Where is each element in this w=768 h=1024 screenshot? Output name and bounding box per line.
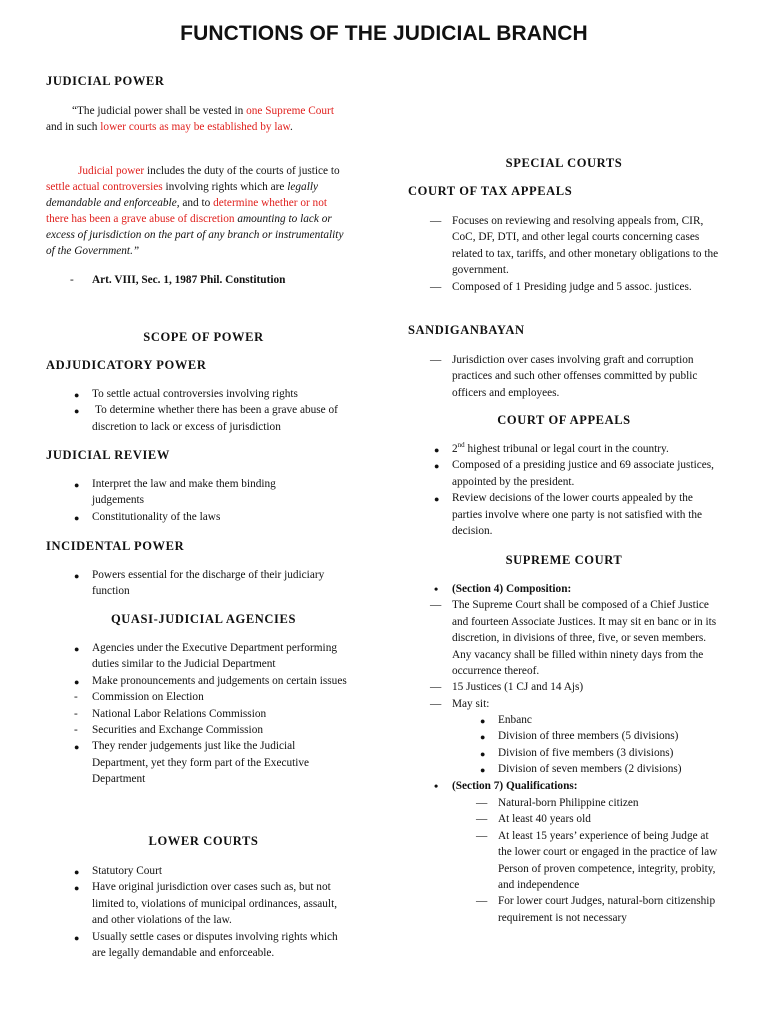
list-item: ● Agencies under the Executive Department performing duties similar to the Judicial Department (74, 642, 337, 671)
list-item: ● Usually settle cases or disputes involving rights which are legally demandable and enforceable. (74, 930, 338, 960)
qualifications-heading-list (434, 778, 720, 794)
list-item: — 15 Justices (1 CJ and 14 Ajs) (430, 681, 584, 694)
citation-dash: - (70, 274, 74, 286)
list-item: ● They render judgements just like the Judicial Department, yet they form part of the Executive Department (74, 740, 310, 786)
lower-courts-list (74, 863, 354, 961)
qualifications-list (476, 795, 720, 926)
special-courts-heading: SPECIAL COURTS (505, 156, 623, 170)
constitution-quote: “The judicial power shall be vested in one Supreme Court and in such lower courts as may be established by law. (46, 105, 334, 133)
citation: Art. VIII, Sec. 1, 1987 Phil. Constitution (92, 274, 286, 286)
sandiganbayan-list (430, 352, 720, 401)
quasi-judicial-list (74, 640, 352, 788)
list-item: — May sit: (430, 697, 490, 710)
list-item: — At least 40 years old (476, 813, 591, 826)
court-of-tax-appeals-heading: COURT OF TAX APPEALS (408, 184, 573, 198)
judicial-power-paragraph: Judicial power includes the duty of the courts of justice to settle actual controversies involving rights which are legally demandable and enforceable, and to determine whether or not there has been a grave abuse of discretion amounting to lack or excess of jurisdiction on the part of any branch or instrumentality of the Government.” (46, 165, 344, 257)
supreme-court-list (430, 581, 720, 712)
list-item: ● Make pronouncements and judgements on certain issues (74, 674, 347, 687)
list-item: ● Constitutionality of the laws (74, 510, 221, 523)
list-item: ● Have original jurisdiction over cases such as, but not limited to, violations of municipal ordinances, assault, and other violations of the law. (74, 881, 338, 927)
scope-of-power-heading: SCOPE OF POWER (143, 330, 264, 344)
list-item: • (Section 7) Qualifications: (434, 779, 578, 793)
list-item: — Natural-born Philippine citizen (476, 797, 639, 809)
list-item: — Jurisdiction over cases involving graft and corruption practices and such other offenses committed by public officers and employees. (430, 354, 698, 399)
incidental-power-heading: INCIDENTAL POWER (46, 539, 185, 553)
tax-appeals-list (430, 213, 720, 295)
list-item: — For lower court Judges, natural-born citizenship requirement is not necessary (476, 895, 716, 924)
list-item: ● Powers essential for the discharge of their judiciary function (74, 569, 325, 598)
list-item: ● To settle actual controversies involving rights (74, 388, 298, 400)
court-of-appeals-heading: COURT OF APPEALS (497, 413, 631, 427)
adjudicatory-list (74, 386, 360, 435)
list-item: — Focuses on reviewing and resolving appeals from, CIR, CoC, DF, DTI, and other legal courts concerning cases related to tax, tariffs, and other monetary obligations to the government. (430, 215, 719, 277)
supreme-court-heading: SUPREME COURT (505, 553, 623, 567)
list-item: ● Review decisions of the lower courts appealed by the parties involve where one party is not satisfied with the decision. (434, 492, 703, 538)
judicial-power-heading: JUDICIAL POWER (46, 74, 165, 88)
sandiganbayan-heading: SANDIGANBAYAN (408, 323, 525, 337)
list-item: ● Division of three members (5 divisions) (480, 730, 679, 743)
list-item: - Commission on Election (74, 691, 204, 704)
quasi-judicial-heading: QUASI-JUDICIAL AGENCIES (110, 612, 297, 626)
list-item: ● Composed of a presiding justice and 69 associate justices, appointed by the president. (434, 459, 714, 488)
list-item: ● Interpret the law and make them binding judgements (74, 478, 276, 507)
list-item: ● Statutory Court (74, 865, 162, 877)
list-item: ● 2nd highest tribunal or legal court in the country. (434, 441, 669, 455)
list-item: - Securities and Exchange Commission (74, 724, 263, 737)
page-title: FUNCTIONS OF THE JUDICIAL BRANCH (180, 22, 588, 45)
list-item: ● Enbanc (480, 714, 532, 726)
list-item: • (Section 4) Composition: (434, 582, 572, 596)
list-item: — The Supreme Court shall be composed of a Chief Justice and fourteen Associate Justices. It may sit en banc or in its discretion, in divisions of three, five, or seven members. Any vacancy shall be filled within ninety days from the occurrence thereof. (430, 599, 717, 678)
may-sit-list (480, 712, 720, 778)
list-item: - National Labor Relations Commission (74, 707, 267, 720)
judicial-review-heading: JUDICIAL REVIEW (46, 448, 170, 462)
list-item: ● Division of five members (3 divisions) (480, 746, 674, 759)
adjudicatory-power-heading: ADJUDICATORY POWER (46, 358, 207, 372)
lower-courts-heading: LOWER COURTS (148, 834, 259, 848)
judicial-review-list (74, 476, 312, 525)
list-item: ● To determine whether there has been a grave abuse of discretion to lack or excess of jurisdiction (74, 404, 338, 433)
court-of-appeals-list (434, 441, 720, 539)
list-item: ● Division of seven members (2 divisions) (480, 763, 682, 776)
incidental-list (74, 567, 362, 600)
list-item: — At least 15 years’ experience of being Judge at the lower court or engaged in the practice of law Person of proven competence, integrity, probity, and independence (476, 829, 718, 892)
list-item: — Composed of 1 Presiding judge and 5 assoc. justices. (430, 280, 692, 293)
